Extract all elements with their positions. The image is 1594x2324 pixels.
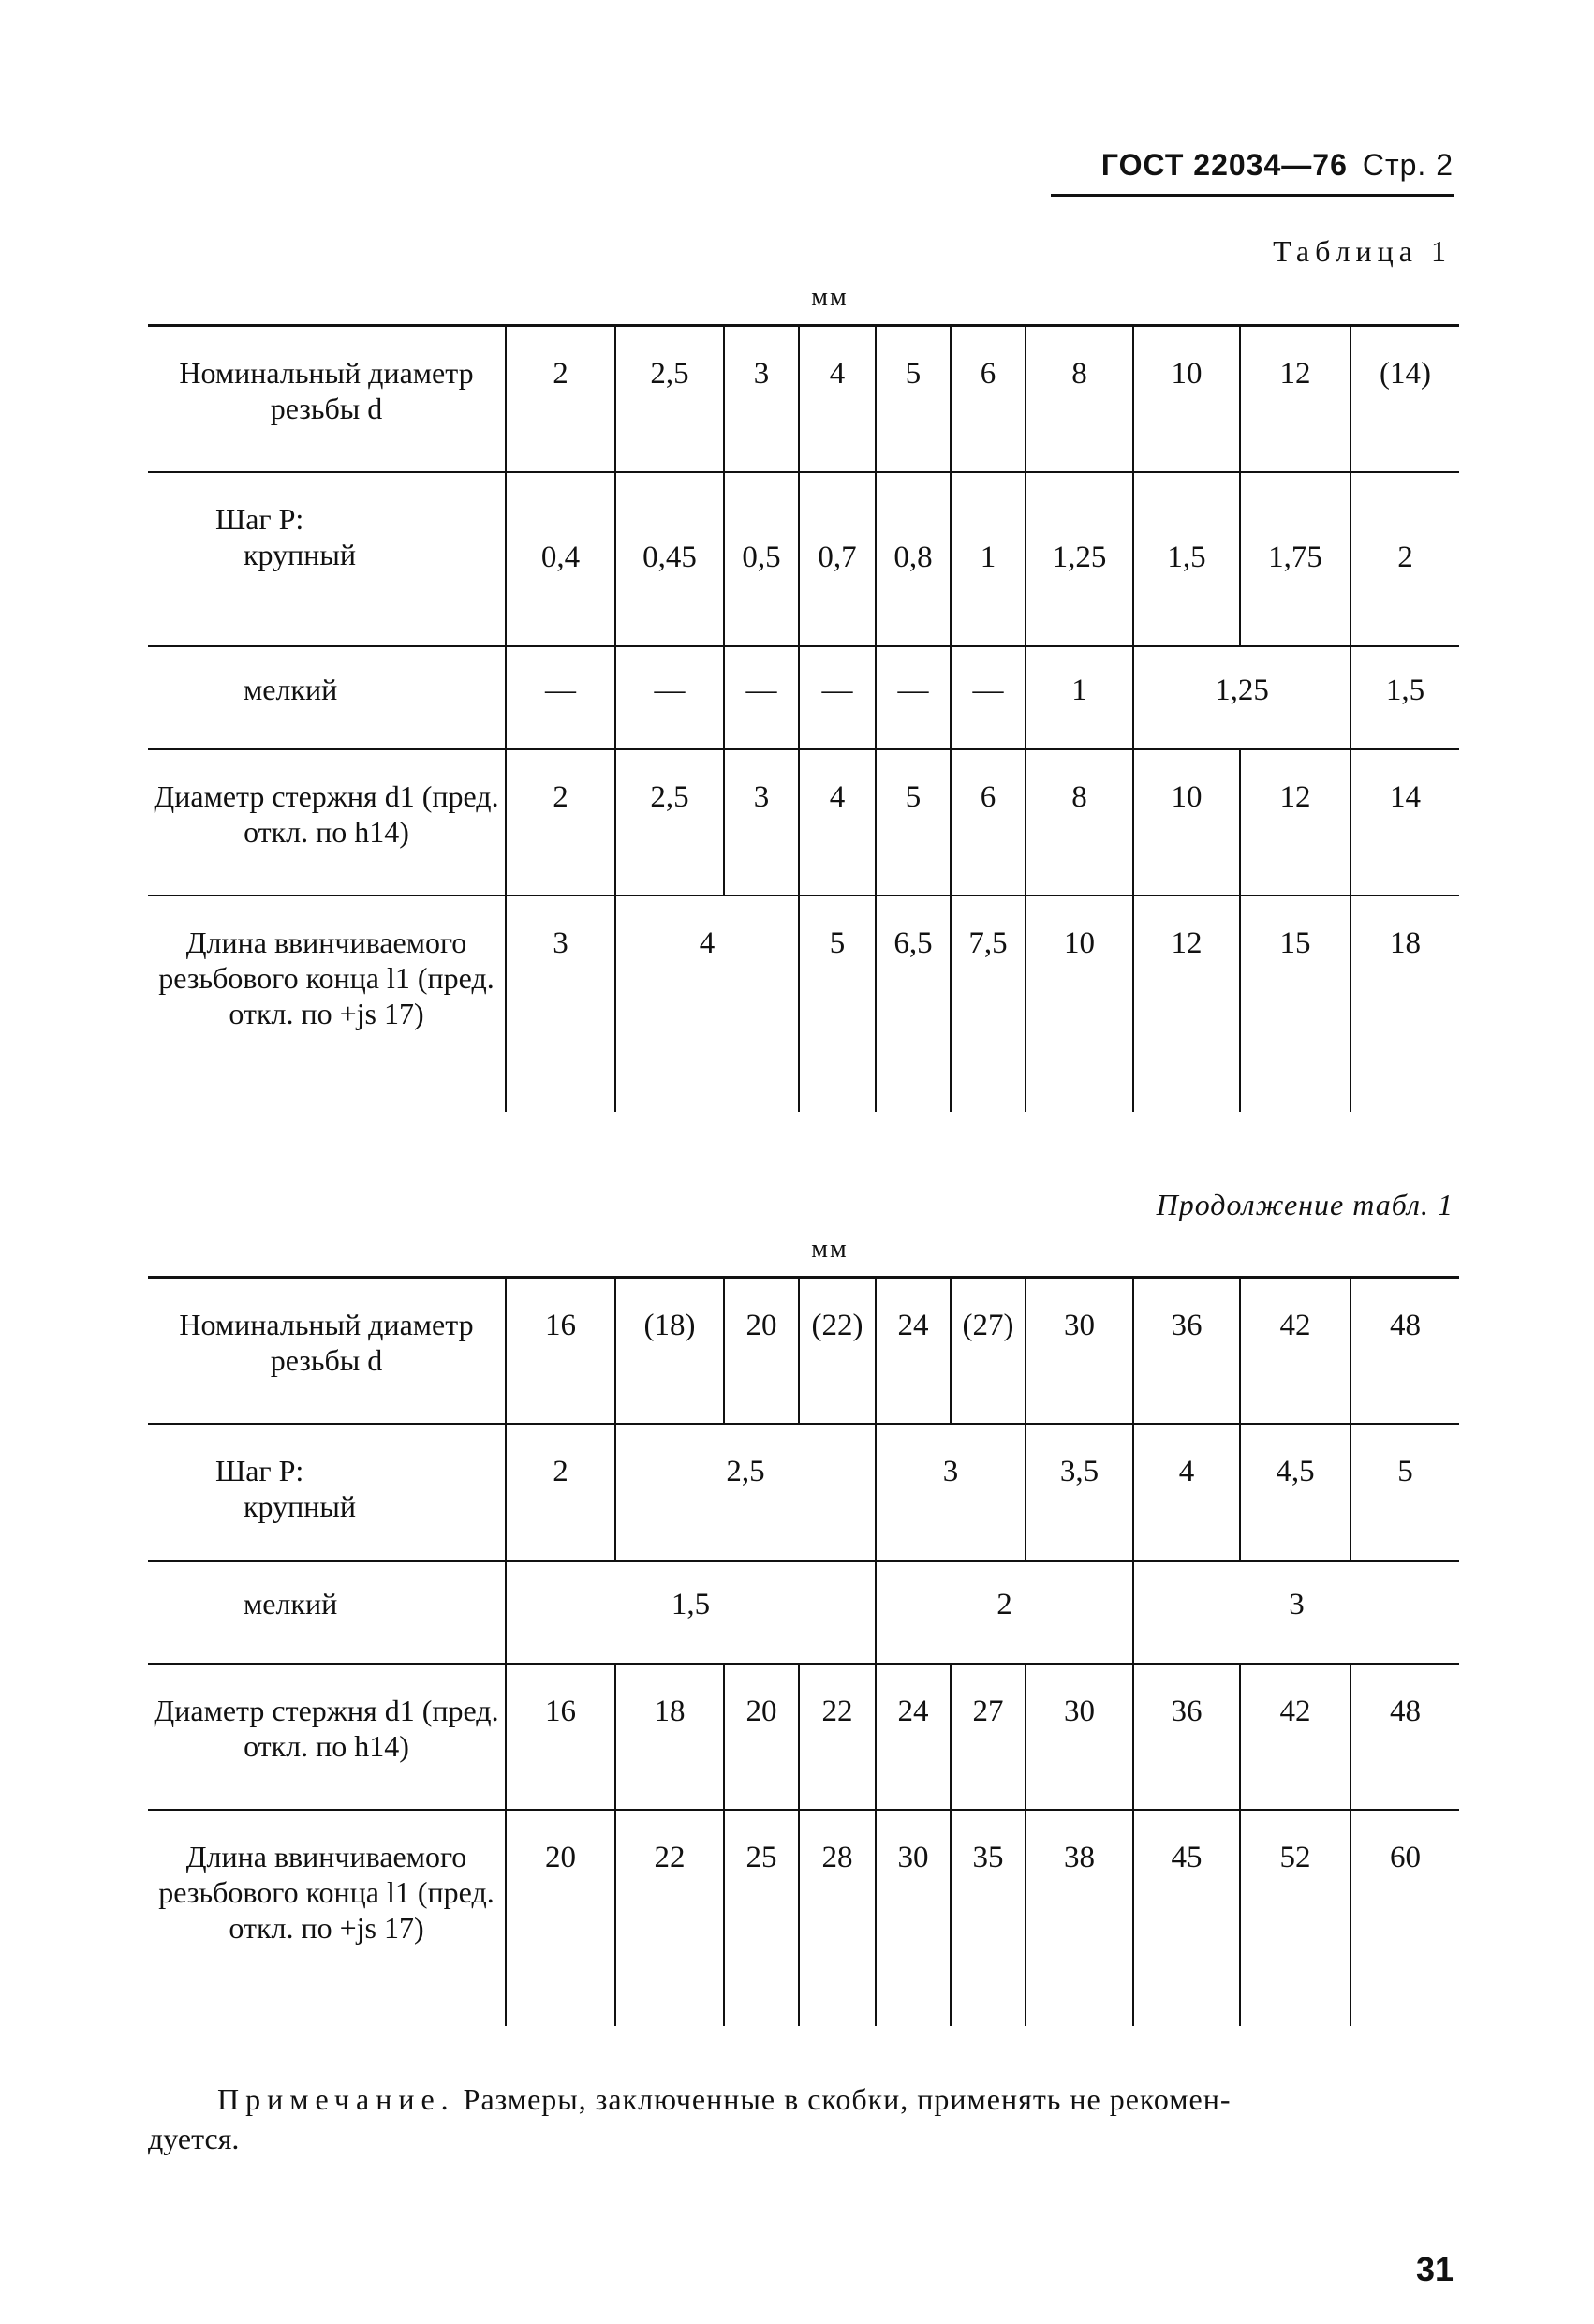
- cell: 10: [1026, 896, 1133, 1112]
- cell: —: [506, 646, 615, 749]
- cell: 52: [1240, 1810, 1350, 2026]
- cell: 1,25: [1026, 472, 1133, 646]
- cell: 16: [506, 1278, 615, 1425]
- label-diameter: Номинальный диаметр резьбы d: [148, 326, 506, 473]
- table2-label: Продолжение табл. 1: [1156, 1188, 1454, 1221]
- cell: 4: [799, 749, 876, 896]
- cell: 0,7: [799, 472, 876, 646]
- table1-row-coarse: [148, 472, 1459, 646]
- cell: 1,5: [1350, 646, 1459, 749]
- table2-row-rod: [148, 1664, 1459, 1810]
- cell: 2: [506, 749, 615, 896]
- cell: 14: [1350, 749, 1459, 896]
- cell: 1: [1026, 646, 1133, 749]
- table2-row-fine: [148, 1561, 1459, 1664]
- cell: 5: [1350, 1424, 1459, 1561]
- table2-row-diameter: [148, 1278, 1459, 1425]
- cell: 6: [951, 749, 1026, 896]
- cell: 48: [1350, 1664, 1459, 1810]
- cell: 45: [1133, 1810, 1240, 2026]
- cell: 8: [1026, 749, 1133, 896]
- table2: [148, 1276, 1459, 2026]
- label-rod: Диаметр стержня d1 (пред. откл. по h14): [148, 749, 506, 896]
- cell: 4: [799, 326, 876, 473]
- cell: 4,5: [1240, 1424, 1350, 1561]
- cell: 20: [506, 1810, 615, 2026]
- cell: 18: [615, 1664, 724, 1810]
- cell: 25: [724, 1810, 799, 2026]
- cell: 5: [799, 896, 876, 1112]
- cell: 1,5: [1133, 472, 1240, 646]
- cell: 1,5: [506, 1561, 876, 1664]
- cell: 35: [951, 1810, 1026, 2026]
- page-header: [1101, 148, 1454, 183]
- cell: 10: [1133, 326, 1240, 473]
- label-length: Длина ввинчиваемого резьбового конца l1 (пред. откл. по +js 17): [148, 1810, 506, 2026]
- cell: 28: [799, 1810, 876, 2026]
- cell: 10: [1133, 749, 1240, 896]
- note-prefix: Примечание.: [217, 2082, 455, 2116]
- page-ref: Стр. 2: [1362, 148, 1454, 182]
- label-coarse: крупный: [244, 538, 356, 571]
- cell: 6: [951, 326, 1026, 473]
- label-pitch: [148, 1424, 506, 1561]
- cell: 36: [1133, 1664, 1240, 1810]
- cell: 30: [1026, 1664, 1133, 1810]
- cell: 2: [1350, 472, 1459, 646]
- label-coarse: крупный: [244, 1489, 356, 1523]
- label-length: Длина ввинчиваемого резьбового конца l1 (пред. откл. по +js 17): [148, 896, 506, 1112]
- cell: 1,75: [1240, 472, 1350, 646]
- cell: 22: [615, 1810, 724, 2026]
- table1-row-fine: [148, 646, 1459, 749]
- cell: 42: [1240, 1664, 1350, 1810]
- table1-unit: мм: [811, 283, 849, 312]
- cell: 2: [876, 1561, 1133, 1664]
- cell: 16: [506, 1664, 615, 1810]
- cell: 1: [951, 472, 1026, 646]
- table2-row-length: [148, 1810, 1459, 2026]
- cell: 3: [724, 749, 799, 896]
- cell: 42: [1240, 1278, 1350, 1425]
- cell: 7,5: [951, 896, 1026, 1112]
- cell: 0,5: [724, 472, 799, 646]
- cell: 12: [1240, 749, 1350, 896]
- table2-row-coarse: [148, 1424, 1459, 1561]
- cell: 3: [724, 326, 799, 473]
- cell: 5: [876, 326, 951, 473]
- cell: 20: [724, 1278, 799, 1425]
- cell: —: [951, 646, 1026, 749]
- cell: 27: [951, 1664, 1026, 1810]
- cell: 20: [724, 1664, 799, 1810]
- label-diameter: Номинальный диаметр резьбы d: [148, 1278, 506, 1425]
- cell: —: [799, 646, 876, 749]
- cell: 2,5: [615, 749, 724, 896]
- cell: 24: [876, 1278, 951, 1425]
- cell: 5: [876, 749, 951, 896]
- cell: 36: [1133, 1278, 1240, 1425]
- cell: (18): [615, 1278, 724, 1425]
- cell: 12: [1240, 326, 1350, 473]
- cell: 3: [876, 1424, 1026, 1561]
- cell: 22: [799, 1664, 876, 1810]
- note-continuation: дуется.: [148, 2122, 240, 2155]
- table1-label: Таблица 1: [1273, 234, 1452, 268]
- cell: (27): [951, 1278, 1026, 1425]
- label-fine: мелкий: [148, 646, 506, 749]
- label-fine: мелкий: [148, 1561, 506, 1664]
- header-rule: [1051, 194, 1454, 197]
- cell: 2,5: [615, 326, 724, 473]
- label-pitch-title: Шаг P:: [215, 502, 304, 536]
- standard-code: ГОСТ 22034—76: [1100, 148, 1348, 182]
- cell: 30: [876, 1810, 951, 2026]
- note-text: Размеры, заключенные в скобки, применять не рекомен-: [454, 2082, 1232, 2116]
- table1: [148, 324, 1459, 1112]
- table1-row-length: [148, 896, 1459, 1112]
- cell: 0,45: [615, 472, 724, 646]
- cell: 18: [1350, 896, 1459, 1112]
- cell: 4: [615, 896, 799, 1112]
- cell: (14): [1350, 326, 1459, 473]
- cell: 2: [506, 1424, 615, 1561]
- cell: —: [876, 646, 951, 749]
- cell: 1,25: [1133, 646, 1350, 749]
- table2-unit: мм: [811, 1235, 849, 1264]
- cell: —: [615, 646, 724, 749]
- cell: 3: [506, 896, 615, 1112]
- table1-row-diameter: [148, 326, 1459, 473]
- page-number: 31: [1415, 2250, 1454, 2288]
- cell: 2: [506, 326, 615, 473]
- cell: 30: [1026, 1278, 1133, 1425]
- cell: 24: [876, 1664, 951, 1810]
- cell: 15: [1240, 896, 1350, 1112]
- cell: —: [724, 646, 799, 749]
- cell: 2,5: [615, 1424, 876, 1561]
- table1-row-rod: [148, 749, 1459, 896]
- cell: (22): [799, 1278, 876, 1425]
- cell: 0,4: [506, 472, 615, 646]
- cell: 48: [1350, 1278, 1459, 1425]
- cell: 6,5: [876, 896, 951, 1112]
- note: [217, 2078, 1463, 2121]
- cell: 60: [1350, 1810, 1459, 2026]
- cell: 8: [1026, 326, 1133, 473]
- cell: 3,5: [1026, 1424, 1133, 1561]
- label-pitch: [148, 472, 506, 646]
- cell: 3: [1133, 1561, 1459, 1664]
- cell: 38: [1026, 1810, 1133, 2026]
- label-rod: Диаметр стержня d1 (пред. откл. по h14): [148, 1664, 506, 1810]
- cell: 4: [1133, 1424, 1240, 1561]
- cell: 0,8: [876, 472, 951, 646]
- label-pitch-title: Шаг P:: [215, 1454, 304, 1488]
- cell: 12: [1133, 896, 1240, 1112]
